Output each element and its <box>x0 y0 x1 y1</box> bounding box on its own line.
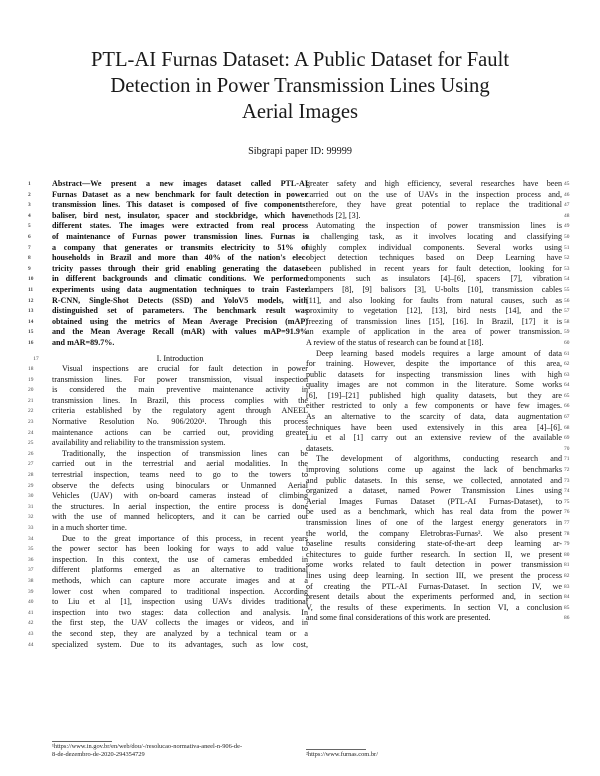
text-line <box>28 512 308 523</box>
line-text: and mAR=89.7%. <box>52 337 115 347</box>
text-line <box>306 528 570 540</box>
line-number: 23 <box>28 419 34 426</box>
line-number: 11 <box>28 286 34 293</box>
footnote-rule <box>52 741 112 742</box>
line-number: 58 <box>564 318 570 325</box>
line-number: 39 <box>28 588 34 595</box>
text-line <box>306 390 570 402</box>
line-number: 71 <box>564 456 570 463</box>
text-line <box>306 560 570 571</box>
line-number: 32 <box>28 514 34 521</box>
line-number: 19 <box>28 376 34 383</box>
line-number: 65 <box>564 392 570 399</box>
line-text: Due to the great importance of this process, in recent years <box>62 533 308 543</box>
line-text: Vehicles (UAV) with on-board cameras instead of climbing <box>52 491 308 501</box>
line-number: 4 <box>28 212 31 219</box>
line-text: chitectures to guide further research. In section II, we present <box>306 549 562 559</box>
text-line <box>28 284 308 296</box>
right-column <box>306 179 570 624</box>
line-text: R-CNN, Single-Shot Detects (SSD) and YoloV5 models, with <box>52 295 308 305</box>
section-heading <box>33 353 308 365</box>
footnote-2: ²https://www.furnas.com.br/ <box>306 751 378 758</box>
line-number: 1 <box>28 181 31 187</box>
text-line <box>306 369 570 381</box>
text-line <box>28 364 308 375</box>
line-number: 14 <box>28 318 34 325</box>
line-number: 61 <box>564 350 570 357</box>
line-number: 5 <box>28 223 31 230</box>
line-text: observe the defects using binoculars or Unmanned Aerial <box>52 480 308 490</box>
text-line <box>28 491 308 502</box>
line-number: 42 <box>28 620 34 627</box>
line-number: 21 <box>28 397 34 404</box>
line-text: I. Introduction <box>156 353 204 363</box>
text-line <box>28 501 308 513</box>
line-text: lower cost when compared to traditional inspection. According <box>52 586 308 596</box>
line-text: terrestrial inspection, teams need to go to the towers to <box>52 470 308 480</box>
text-line <box>28 374 308 386</box>
footnote-1-line: ¹https://www.in.gov.br/en/web/dou/-/resolucao-normativa-aneel-n-906-de- <box>52 743 243 750</box>
line-text: The development of algorithms, conducting research and <box>316 454 562 464</box>
text-line <box>306 242 570 254</box>
line-number: 6 <box>28 233 31 240</box>
line-number: 55 <box>564 286 570 293</box>
text-line <box>306 539 570 550</box>
text-line <box>28 554 308 566</box>
line-text: either restricted to only a few components or have few images. <box>306 401 562 411</box>
text-line <box>28 586 308 598</box>
text-line <box>306 210 570 222</box>
line-text: different platforms emerged as an alternative to traditional <box>52 565 308 575</box>
line-text: experiments using data augmentation techniques to train Faster <box>52 284 308 294</box>
text-line <box>28 337 308 349</box>
text-line <box>28 253 308 264</box>
line-text: in a much shorter time. <box>52 523 127 532</box>
line-number: 27 <box>28 461 34 468</box>
line-number: 2 <box>28 191 31 198</box>
line-number: 82 <box>564 572 570 579</box>
line-number: 54 <box>564 276 570 283</box>
line-number: 18 <box>28 366 34 373</box>
line-number: 79 <box>564 541 570 548</box>
line-text: of maintenance of Furnas power transmission lines. Furnas is <box>52 231 308 241</box>
text-line <box>28 200 308 211</box>
text-line <box>28 438 308 449</box>
text-line <box>28 274 308 285</box>
line-text: Aerial Images Furnas Dataset (PTL-AI Furnas-Dataset), to <box>306 496 562 506</box>
text-line <box>28 395 308 407</box>
line-number: 29 <box>28 482 34 489</box>
text-line <box>28 179 308 190</box>
line-text: be used as a benchmark, which has real data from the power <box>306 507 562 517</box>
line-number: 74 <box>564 488 570 495</box>
line-text: proximity to vegetation [12], [13], bird nests [14], and the <box>306 306 562 316</box>
line-number: 46 <box>564 191 570 198</box>
text-line <box>28 189 308 201</box>
line-number: 43 <box>28 630 34 637</box>
text-line <box>306 570 570 582</box>
text-line <box>306 475 570 487</box>
line-number: 73 <box>564 477 570 484</box>
text-line <box>28 565 308 576</box>
line-text: distinguished set of parameters. The benchmark result was <box>52 306 308 316</box>
text-line <box>28 628 308 640</box>
line-text: baseline results considering state-of-the-art deep learning ar- <box>306 539 562 549</box>
line-number: 15 <box>28 329 34 336</box>
text-line <box>28 470 308 481</box>
line-number: 45 <box>564 181 570 187</box>
line-number: 9 <box>28 265 31 272</box>
text-line <box>28 459 308 470</box>
line-text: to Liu et al [1], inspection using UAVs divides traditional <box>52 597 308 607</box>
line-text: and the Mean Average Recall (mAR) with values mAP=91.9% <box>52 327 308 337</box>
line-number: 47 <box>564 202 570 209</box>
text-line <box>28 417 308 428</box>
title-line: Detection in Power Transmission Lines Using <box>110 75 490 97</box>
line-text: components such as insulators [4]–[6], spacers [7], vibration <box>306 274 562 284</box>
line-number: 80 <box>564 551 570 558</box>
text-line <box>306 518 570 529</box>
line-text: maintenance actions can be carried out, providing greater <box>52 427 308 437</box>
line-text: greater safety and high efficiency, several researches have been <box>306 179 562 188</box>
line-number: 77 <box>564 520 570 526</box>
line-number: 69 <box>564 435 570 442</box>
left-column <box>28 179 308 650</box>
line-text: different states. The images were extracted from real process <box>52 221 308 231</box>
text-line <box>306 613 570 624</box>
text-line <box>306 581 570 593</box>
line-text: obtained using the metrics of Mean Average Precision (mAP) <box>52 316 308 326</box>
line-number: 24 <box>28 429 34 436</box>
line-number: 3 <box>28 202 31 209</box>
line-number: 86 <box>564 615 570 622</box>
text-line <box>306 231 570 243</box>
text-line <box>28 544 308 555</box>
line-text: transmission lines. In Brazil, this process complies with the <box>52 395 308 405</box>
text-line <box>28 480 308 492</box>
line-number: 53 <box>564 265 570 272</box>
line-number: 22 <box>28 408 34 415</box>
text-line <box>306 401 570 412</box>
line-text: highly complex individual components. Several works using <box>306 242 562 252</box>
line-text: improving solutions come up against the lack of benchmarks <box>306 465 562 475</box>
line-number: 25 <box>28 440 34 447</box>
text-line <box>28 533 308 545</box>
line-number: 31 <box>28 503 34 510</box>
line-number: 67 <box>564 414 570 421</box>
line-number: 26 <box>28 450 34 457</box>
line-number: 48 <box>564 212 570 219</box>
line-number: 51 <box>564 244 570 251</box>
text-line <box>306 316 570 328</box>
line-number: 17 <box>33 355 39 362</box>
text-line <box>28 427 308 439</box>
line-text: lines using deep learning. In section III, we present the process <box>306 570 562 580</box>
line-text: a company that generates or transmits electricity to 51% of <box>52 242 308 252</box>
line-text: tricity passes through their grid enabling generating the dataset <box>52 263 308 273</box>
text-line <box>306 179 570 190</box>
line-text: object detection techniques based on Deep Learning have <box>306 253 562 263</box>
line-text: and some final considerations of this work are presented. <box>306 613 491 623</box>
line-text: Abstract—We present a new images dataset called PTL-AI <box>52 179 308 188</box>
line-text: in different backgrounds and climatic conditions. We performed <box>52 274 308 284</box>
line-text: with the use of manned helicopters, and it can be carried out <box>52 512 308 522</box>
line-text: been published in recent years for fault detection, looking for <box>306 263 562 273</box>
text-line <box>306 496 570 508</box>
line-text: the world, the company Eletrobras-Furnas². We also present <box>306 528 562 538</box>
line-text: baliser, bird nest, insulator, spacer and stockbridge, which have <box>52 210 308 220</box>
line-text: carried out in the terrestrial and aerial modalities. In the <box>52 459 308 469</box>
line-number: 76 <box>564 509 570 516</box>
line-text: households in Brazil and more than 40% of the nation's elec- <box>52 253 308 263</box>
text-line <box>306 507 570 518</box>
line-text: transmission lines of one of the largest energy generators in <box>306 518 562 527</box>
text-line <box>306 295 570 307</box>
line-number: 44 <box>28 641 34 648</box>
text-line <box>28 597 308 608</box>
line-number: 12 <box>28 297 34 304</box>
line-text: quality images are not common in the literature. Some works <box>306 380 562 390</box>
line-text: therefore, they have great potential to replace the traditional <box>306 200 562 210</box>
line-number: 85 <box>564 604 570 611</box>
line-text: Visual inspections are crucial for fault detection in power <box>62 364 308 374</box>
line-number: 59 <box>564 329 570 336</box>
paper-title <box>40 47 560 125</box>
line-text: freezing of transmission lines [15], [16]. In Brazil, [17] it is <box>306 316 562 326</box>
text-line <box>306 253 570 264</box>
line-number: 66 <box>564 403 570 410</box>
line-text: Automating the inspection of power transmission lines is <box>316 221 562 231</box>
line-text: [6], [19]–[21] published high quality datasets, but they are <box>306 390 562 400</box>
line-number: 7 <box>28 244 31 251</box>
text-line <box>28 607 308 619</box>
text-line <box>28 210 308 222</box>
line-text: Deep learning based models requires a large amount of data <box>316 348 562 358</box>
text-line <box>306 306 570 317</box>
line-text: dampers [8], [9] balisors [3], U-bolts [10], transmission cables <box>306 284 562 294</box>
line-number: 20 <box>28 387 34 394</box>
line-number: 68 <box>564 424 570 431</box>
line-number: 62 <box>564 361 570 368</box>
line-number: 35 <box>28 546 34 553</box>
line-text: the structures. In aerial inspection, the entire process is done <box>52 501 308 511</box>
line-number: 64 <box>564 382 570 389</box>
text-line <box>306 189 570 201</box>
text-line <box>28 575 308 587</box>
footnote-1 <box>52 743 308 759</box>
text-line <box>306 359 570 370</box>
line-text: As an alternative to the scarcity of data, data augmentation <box>306 412 562 422</box>
line-text: and public datasets. In this sense, we collected, annotated and <box>306 475 562 485</box>
footnote-rule <box>306 749 366 750</box>
paper-id: Sibgrapi paper ID: 99999 <box>248 146 352 157</box>
text-line <box>28 385 308 396</box>
text-line <box>306 412 570 423</box>
text-line <box>28 231 308 243</box>
line-number: 10 <box>28 276 34 283</box>
text-line <box>28 639 308 651</box>
text-line <box>306 433 570 444</box>
line-text: public datasets for inspecting transmission lines with high <box>306 369 562 379</box>
line-number: 16 <box>28 339 34 346</box>
text-line <box>306 486 570 497</box>
line-number: 78 <box>564 530 570 537</box>
line-number: 50 <box>564 233 570 240</box>
line-number: 84 <box>564 594 570 601</box>
line-text: is considered the main preventive maintenance activity in <box>52 385 308 395</box>
line-number: 8 <box>28 255 31 262</box>
line-number: 60 <box>564 339 570 346</box>
line-number: 30 <box>28 493 34 500</box>
line-text: an example of application in the area of power transmission. <box>306 327 562 337</box>
text-line <box>306 274 570 285</box>
line-number: 28 <box>28 472 34 479</box>
line-text: of creating the PTL-AI Furnas-Dataset. In section IV, we <box>306 581 562 591</box>
line-number: 33 <box>28 525 34 531</box>
text-line <box>306 380 570 391</box>
line-text: organized a dataset, named Power Transmission Lines using <box>306 486 562 496</box>
line-text: criteria established by the regulatory agent through ANEEL <box>52 406 308 416</box>
text-line <box>28 306 308 317</box>
text-line <box>28 618 308 629</box>
line-number: 40 <box>28 599 34 606</box>
text-line <box>28 327 308 338</box>
line-text: inspection. In this context, the use of cameras embedded in <box>52 554 308 564</box>
text-line <box>306 602 570 614</box>
line-number: 41 <box>28 609 34 616</box>
line-number: 34 <box>28 535 34 542</box>
text-line <box>306 422 570 434</box>
text-line <box>28 295 308 307</box>
line-number: 49 <box>564 223 570 230</box>
line-text: carried out on the use of UAVs in the inspection process and, <box>306 189 562 199</box>
text-line <box>28 263 308 275</box>
text-line <box>306 592 570 603</box>
title-line: Aerial Images <box>241 101 359 123</box>
text-line <box>306 221 570 232</box>
line-number: 63 <box>564 371 570 378</box>
line-number: 83 <box>564 583 570 590</box>
line-text: specialized system. Due to its advantages, such as low cost, <box>52 639 308 649</box>
line-text: for training. However, despite the importance of this area, <box>306 359 562 369</box>
line-number: 37 <box>28 567 34 574</box>
line-text: V, the results of these experiments. In section VI, a conclusion <box>306 602 562 612</box>
line-number: 36 <box>28 556 34 563</box>
line-text: [11], and also looking for faults from natural causes, such as <box>306 295 562 305</box>
line-text: the first step, the UAV collects the images or videos, and in <box>52 618 308 628</box>
line-text: the power sector has been looking for ways to add value to <box>52 544 308 554</box>
text-line <box>306 337 570 349</box>
line-text: the second step, they are analyzed by a technical team or a <box>52 628 308 638</box>
line-number: 81 <box>564 562 570 569</box>
text-line <box>28 448 308 460</box>
line-text: some works related to fault detection in power transmission <box>306 560 562 570</box>
line-text: techniques have been used extensively in this area [4]–[6]. <box>306 422 562 432</box>
text-line <box>28 221 308 232</box>
line-text: inspection into two stages: data collection and analysis. In <box>52 607 308 617</box>
line-number: 52 <box>564 255 570 262</box>
line-text: transmission lines. This dataset is composed of five components: <box>52 200 308 210</box>
text-line <box>306 454 570 465</box>
line-text: Liu et al [1] carry out an extensive review of the available <box>306 433 562 443</box>
text-line <box>28 406 308 417</box>
text-line <box>306 348 570 360</box>
text-line <box>306 549 570 561</box>
line-text: Normative Resolution No. 906/2020¹. Through this process <box>52 417 308 427</box>
text-line <box>306 284 570 296</box>
text-line <box>28 242 308 254</box>
text-line <box>28 316 308 328</box>
title-line: PTL-AI Furnas Dataset: A Public Dataset for Fault <box>90 49 510 71</box>
line-number: 56 <box>564 297 570 304</box>
line-text: methods, which can capture more accurate images and at a <box>52 575 308 585</box>
line-text: datasets. <box>306 443 334 453</box>
line-number: 13 <box>28 308 34 315</box>
line-text: Furnas Dataset as a new benchmark for fault detection in power <box>52 189 308 199</box>
line-text: transmission lines. For power transmission, visual inspection <box>52 374 308 384</box>
text-line <box>306 327 570 338</box>
line-text: availability and reliability to the transmission system. <box>52 438 226 448</box>
line-number: 72 <box>564 467 570 474</box>
line-text: a challenging task, as it involves locating and classifying <box>306 231 562 241</box>
line-text: Traditionally, the inspection of transmission lines can be <box>62 448 308 458</box>
line-number: 38 <box>28 577 34 584</box>
text-line <box>306 200 570 211</box>
line-number: 57 <box>564 308 570 315</box>
line-number: 70 <box>564 445 570 452</box>
line-text: methods [2], [3]. <box>306 210 361 220</box>
text-line <box>306 263 570 275</box>
line-text: present details about the experiments performed and, in section <box>306 592 562 602</box>
text-line <box>306 465 570 476</box>
text-line <box>28 523 308 534</box>
text-line <box>306 443 570 455</box>
footnote-1-line: 8-de-dezembro-de-2020-294354729 <box>52 751 145 758</box>
line-number: 75 <box>564 498 570 505</box>
line-text: A review of the status of research can be found at [18]. <box>306 337 484 347</box>
